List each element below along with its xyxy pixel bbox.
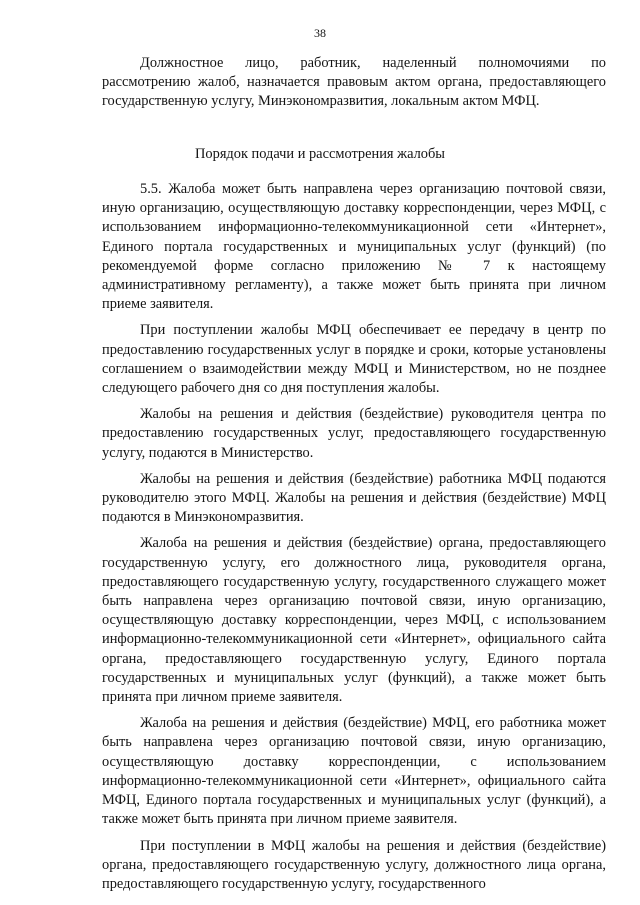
- main-text-block: [102, 180, 606, 894]
- paragraph-mfc-receipt: При поступлении в МФЦ жалобы на решения и действия (бездействие) органа, предоставляющего государственную услугу, должностного лица органа, предоставляющего государственную услугу, государственного: [102, 837, 606, 892]
- intro-paragraph: Должностное лицо, работник, наделенный полномочиями по рассмотрению жалоб, назначается правовым актом органа, предоставляющего государственную услугу, Минэкономразвития, локальным актом МФЦ.: [102, 55, 606, 110]
- paragraph-mfc-complaint: Жалоба на решения и действия (бездействие) МФЦ, его работника может быть направлена через организацию почтовой связи, иную организацию, осуществляющую доставку корреспонденции, с использованием информационно-телекоммуникационной сети «Интернет», официального сайта МФЦ, Единого портала государственных и муниципальных услуг (функций), а также может быть принята при личном приеме заявителя.: [102, 715, 606, 828]
- paragraph-mfc-worker-complaints: Жалобы на решения и действия (бездействие) работника МФЦ подаются руководителю этого МФЦ. Жалобы на решения и действия (бездействие) МФЦ подаются в Минэкономразвития.: [102, 470, 606, 526]
- intro-block: [102, 54, 606, 112]
- paragraph-center-head-complaints: Жалобы на решения и действия (бездействие) руководителя центра по предоставлению государственных услуг, предоставляющего государственную услугу, подаются в Министерство.: [102, 406, 606, 461]
- paragraph-authority-complaint: Жалоба на решения и действия (бездействие) органа, предоставляющего государственную услугу, его должностного лица, руководителя органа, предоставляющего государственную услугу, государственного служащего может быть направлена через организацию почтовой связи, иную организацию, осуществляющую доставку корреспонденции, через МФЦ, с использованием информационно-телекоммуникационной сети «Интернет», официального сайта органа, предоставляющего государственную услугу, Единого портала государственных и муниципальных услуг (функций), а также может быть принята при личном приеме заявителя.: [102, 535, 606, 706]
- paragraph-mfc-transfer: При поступлении жалобы МФЦ обеспечивает ее передачу в центр по предоставлению государственных услуг в порядке и сроки, которые установлены соглашением о взаимодействии между МФЦ и Министерством, но не позднее следующего рабочего дня со дня поступления жалобы.: [102, 322, 606, 397]
- page-number: 38: [314, 26, 326, 40]
- paragraph-5-5: 5.5. Жалоба может быть направлена через организацию почтовой связи, иную организацию, осуществляющую доставку корреспонденции, через МФЦ, с использованием информационно-телекоммуникационной сети «Интернет», Единого портала государственных и муниципальных услуг (функций) (по рекомендуемой форме согласно приложению № 7 к настоящему административному регламенту), а также может быть принята при личном приеме заявителя.: [102, 181, 606, 313]
- section-heading: Порядок подачи и рассмотрения жалобы: [195, 146, 445, 162]
